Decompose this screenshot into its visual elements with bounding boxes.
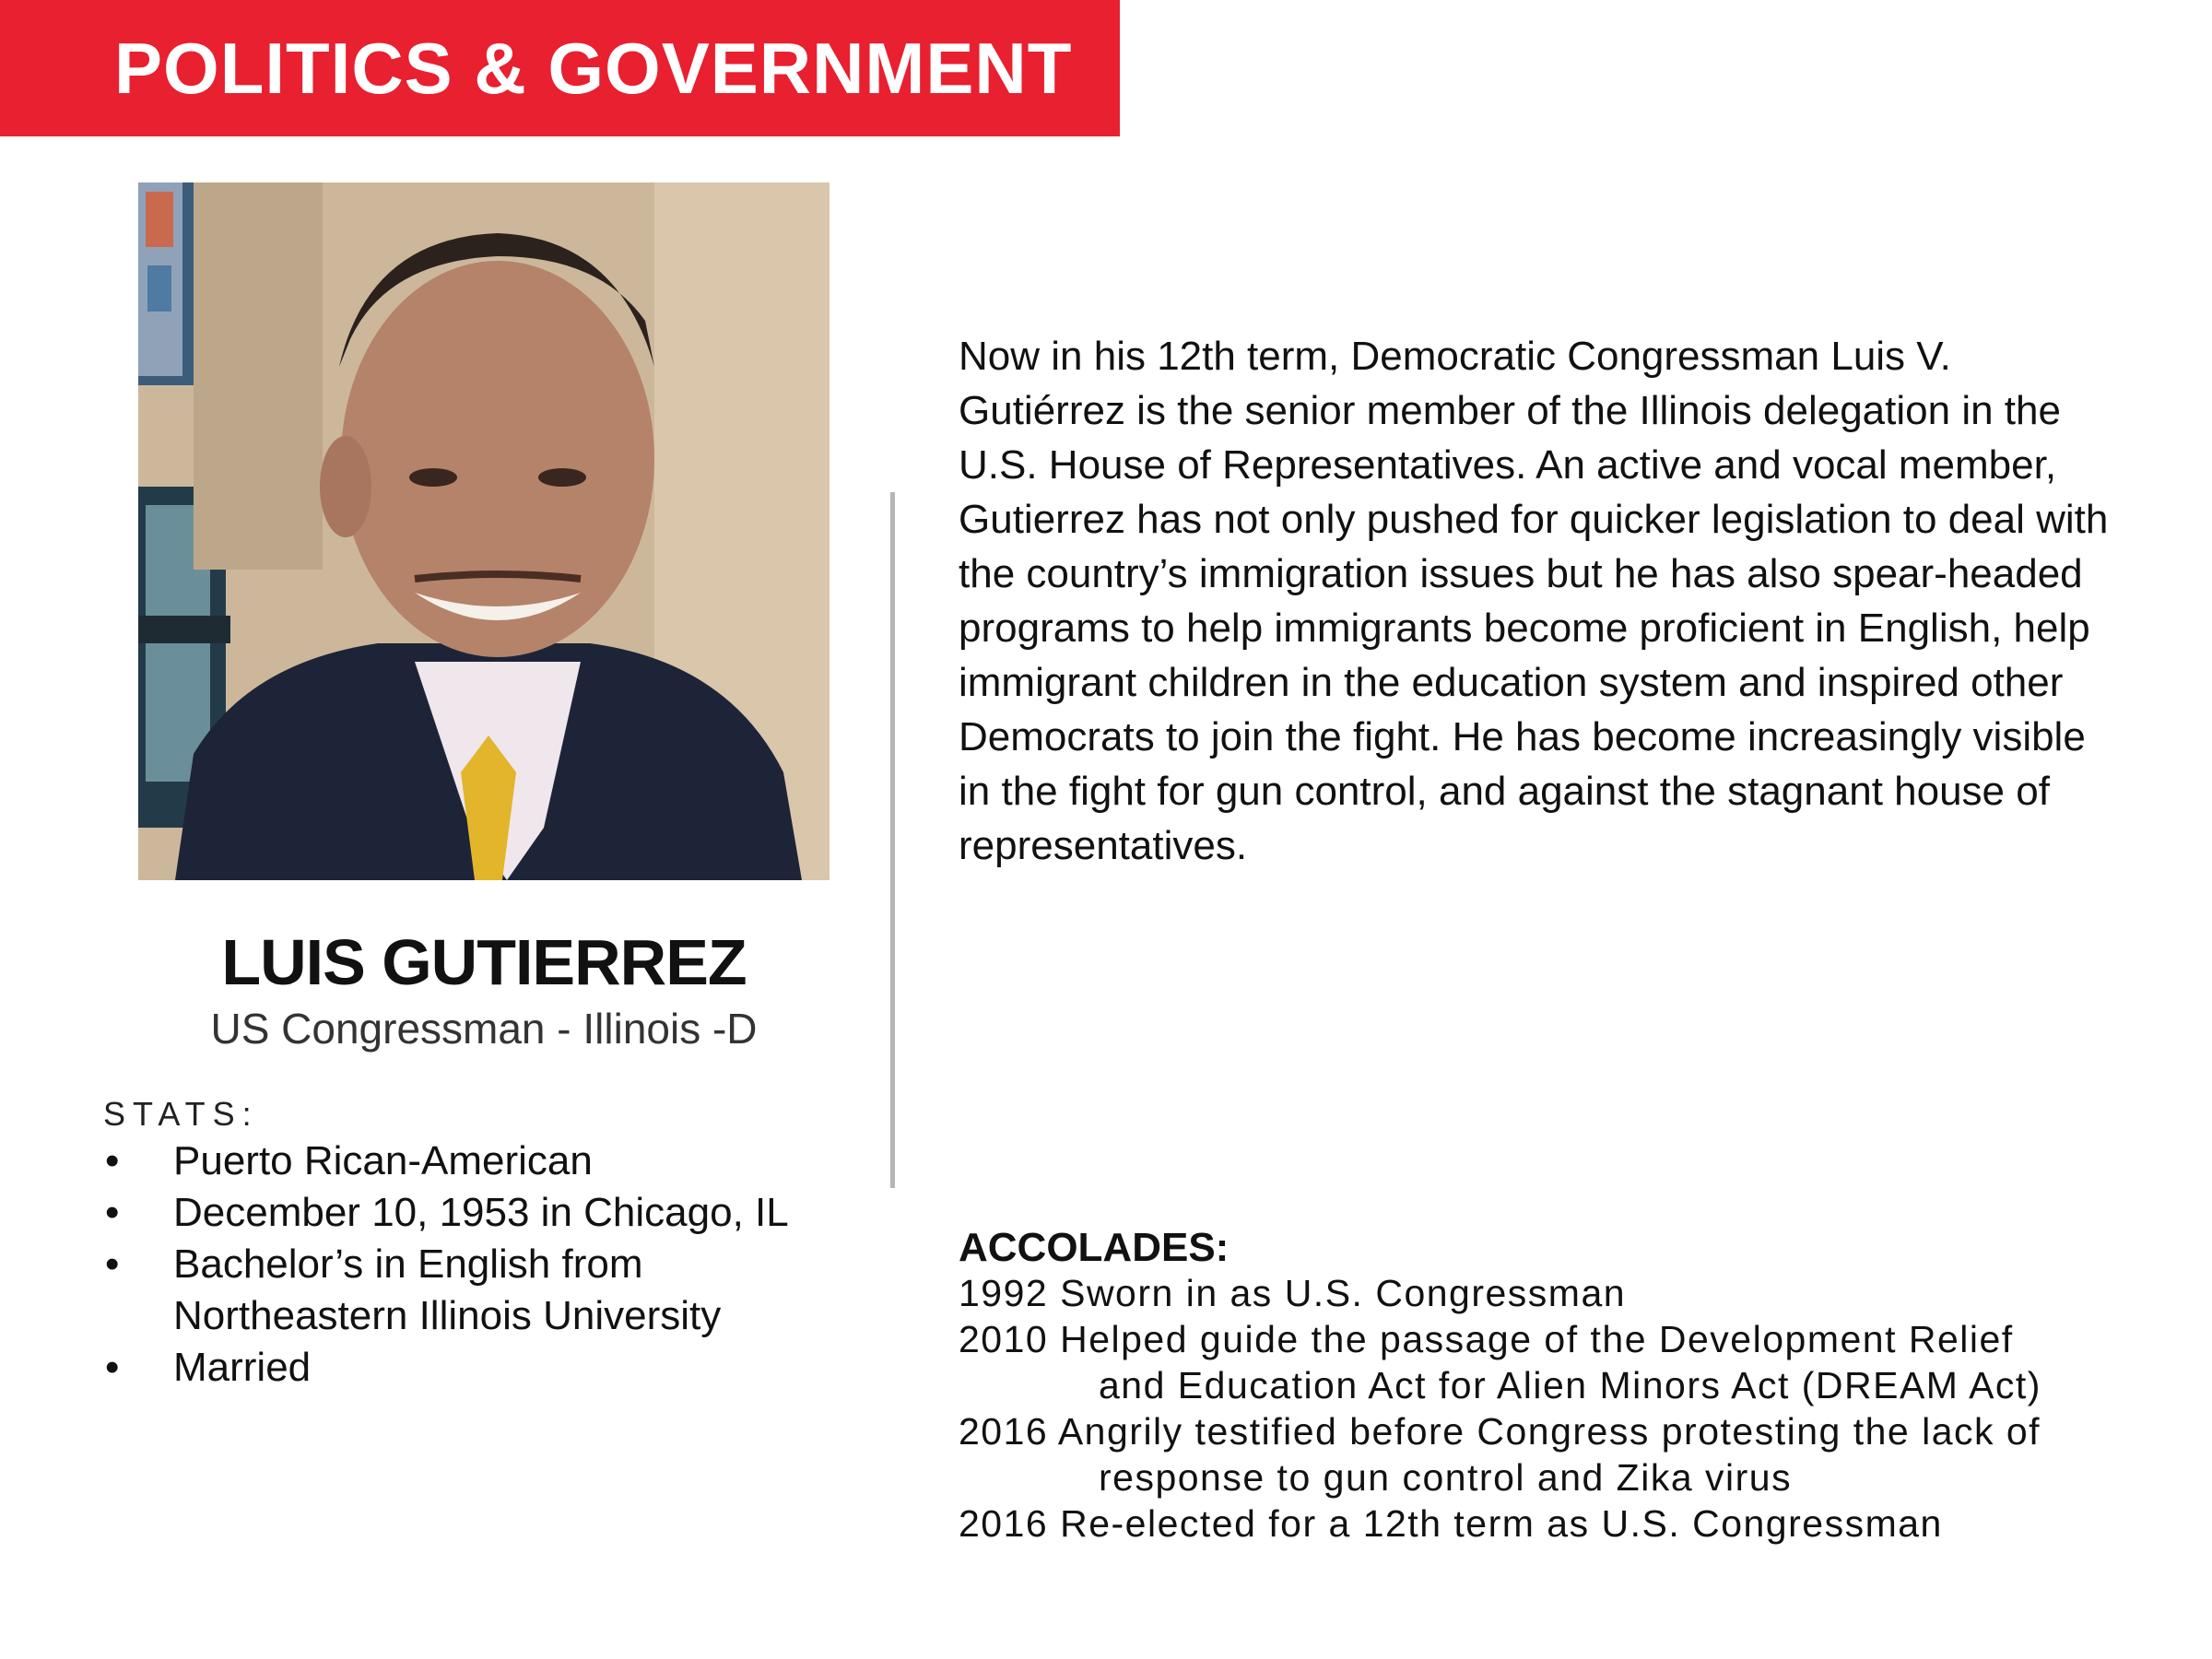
bullet-icon: • bbox=[105, 1345, 120, 1390]
accolades-heading: ACCOLADES: bbox=[959, 1225, 1230, 1270]
stats-item bbox=[103, 1187, 859, 1239]
stats-item-text: December 10, 1953 in Chicago, IL bbox=[173, 1190, 789, 1235]
accolade-line: 2010 Helped guide the passage of the Development Relief bbox=[959, 1318, 2014, 1360]
stats-item bbox=[103, 1135, 859, 1187]
category-label: POLITICS & GOVERNMENT bbox=[114, 28, 1073, 109]
person-name: LUIS GUTIERREZ bbox=[221, 926, 747, 998]
category-banner bbox=[0, 0, 1120, 136]
stats-item-text: Bachelor’s in English from Northeastern Illinois University bbox=[173, 1241, 722, 1338]
accolade-line: 2016 Angrily testified before Congress protesting the lack of bbox=[959, 1410, 2041, 1453]
bullet-icon: • bbox=[105, 1241, 120, 1287]
bullet-icon: • bbox=[105, 1190, 120, 1235]
accolade-item bbox=[959, 1316, 2175, 1408]
biography-text: Now in his 12th term, Democratic Congressman Luis V. Gutiérrez is the senior member of the Illinois delegation in the U.S. House of Representatives. An active and vocal member, Gutierrez has not only pushed for quicker legislation to deal with the country’s immigration issues but he has also spear-headed programs to help immigrants become proficient in English, help immigrant children in the education system and inspired other Democrats to join the fight. He has become increasingly visible in the fight for gun control, and against the stagnant house of representatives. bbox=[959, 334, 2109, 868]
bullet-icon: • bbox=[105, 1138, 120, 1183]
accolade-continuation: and Education Act for Alien Minors Act (DREAM Act) bbox=[1099, 1364, 2041, 1406]
accolade-item bbox=[959, 1408, 2175, 1500]
stats-item bbox=[103, 1239, 859, 1342]
stats-heading: STATS: bbox=[103, 1095, 259, 1133]
stats-item bbox=[103, 1342, 859, 1394]
accolades-list bbox=[959, 1270, 2175, 1547]
stats-list bbox=[103, 1135, 859, 1394]
stats-item-text: Puerto Rican-American bbox=[173, 1138, 593, 1183]
stats-item-text: Married bbox=[173, 1345, 312, 1390]
accolade-item bbox=[959, 1270, 2175, 1316]
vertical-divider bbox=[890, 492, 895, 1188]
accolade-continuation: response to gun control and Zika virus bbox=[1099, 1456, 1793, 1499]
accolade-item bbox=[959, 1500, 2175, 1547]
person-title: US Congressman - Illinois -D bbox=[210, 1005, 758, 1053]
accolade-line: 2016 Re-elected for a 12th term as U.S. Congressman bbox=[959, 1502, 1943, 1545]
accolade-line: 1992 Sworn in as U.S. Congressman bbox=[959, 1272, 1627, 1314]
portrait-photo bbox=[138, 182, 830, 880]
